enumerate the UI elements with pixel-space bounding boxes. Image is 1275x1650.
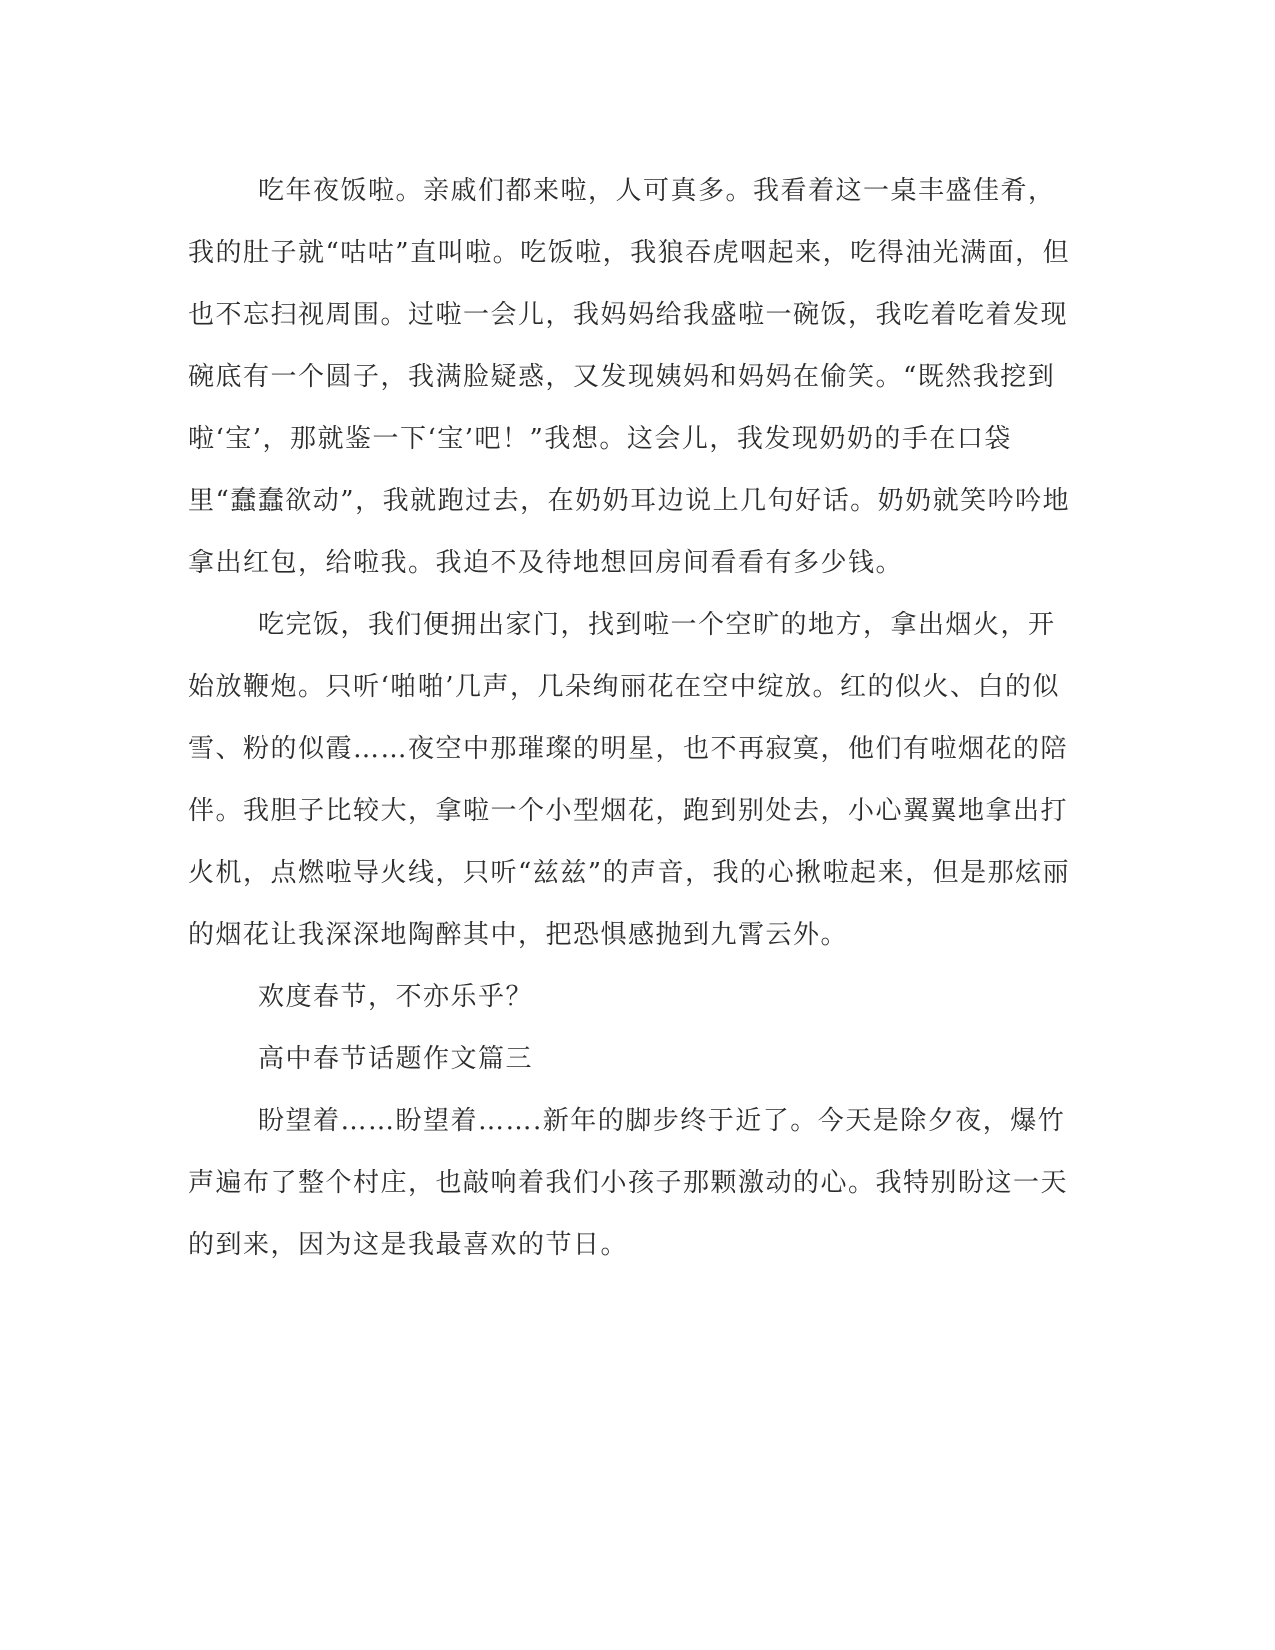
paragraph-new-years-eve-dinner: 吃年夜饭啦。亲戚们都来啦，人可真多。我看着这一桌丰盛佳肴，我的肚子就“咕咕”直叫啦。吃饭啦，我狼吞虎咽起来，吃得油光满面，但也不忘扫视周围。过啦一会儿，我妈妈给我盛啦一碗饭，我吃着吃着发现碗底有一个圆子，我满脸疑惑，又发现姨妈和妈妈在偷笑。“既然我挖到啦‘宝’，那就鉴一下‘宝’吧！”我想。这会儿，我发现奶奶的手在口袋里“蠢蠢欲动”，我就跑过去，在奶奶耳边说上几句好话。奶奶就笑吟吟地拿出红包，给啦我。我迫不及待地想回房间看看有多少钱。: [188, 176, 1071, 578]
document-body: [188, 160, 1078, 1276]
paragraph-closing-line: 欢度春节，不亦乐乎？: [258, 982, 534, 1012]
section-heading: 高中春节话题作文篇三: [258, 1044, 534, 1074]
paragraph-new-year-anticipation: 盼望着……盼望着…….新年的脚步终于近了。今天是除夕夜，爆竹声遍布了整个村庄，也敲响着我们小孩子那颗激动的心。我特别盼这一天的到来，因为这是我最喜欢的节日。: [188, 1106, 1069, 1260]
paragraph-fireworks: 吃完饭，我们便拥出家门，找到啦一个空旷的地方，拿出烟火，开始放鞭炮。只听‘啪啪’几声，几朵绚丽花在空中绽放。红的似火、白的似雪、粉的似霞……夜空中那璀璨的明星，也不再寂寞，他们有啦烟花的陪伴。我胆子比较大，拿啦一个小型烟花，跑到别处去，小心翼翼地拿出打火机，点燃啦导火线，只听“兹兹”的声音，我的心揪啦起来，但是那炫丽的烟花让我深深地陶醉其中，把恐惧感抛到九霄云外。: [188, 610, 1071, 950]
